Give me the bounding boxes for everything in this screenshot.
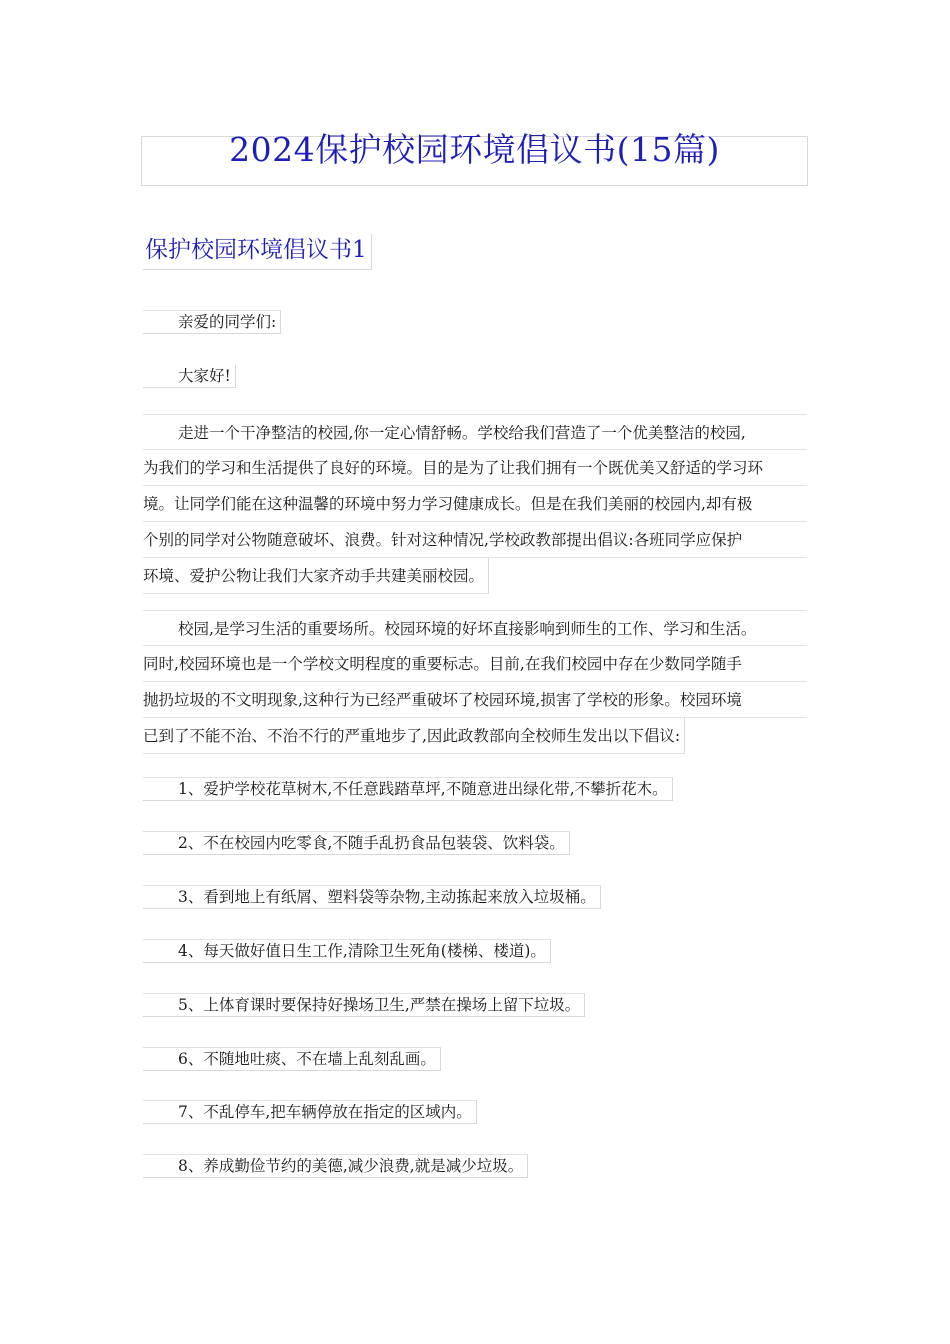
paragraph-1-line: 环境、爱护公物让我们大家齐动手共建美丽校园。 (143, 558, 489, 594)
list-item: 2、不在校园内吃零食,不随手乱扔食品包装袋、饮料袋。 (143, 831, 570, 855)
list-item: 4、每天做好值日生工作,清除卫生死角(楼梯、楼道)。 (143, 939, 551, 963)
paragraph-1-line: 为我们的学习和生活提供了良好的环境。目的是为了让我们拥有一个既优美又舒适的学习环 (143, 450, 807, 486)
paragraph-2-line: 校园,是学习生活的重要场所。校园环境的好坏直接影响到师生的工作、学习和生活。 (143, 610, 807, 646)
document-title: 2024保护校园环境倡议书(15篇) (229, 130, 720, 169)
list-item: 5、上体育课时要保持好操场卫生,严禁在操场上留下垃圾。 (143, 993, 585, 1017)
list-item: 3、看到地上有纸屑、塑料袋等杂物,主动拣起来放入垃圾桶。 (143, 885, 601, 909)
paragraph-1-line: 个别的同学对公物随意破坏、浪费。针对这种情况,学校政教部提出倡议:各班同学应保护 (143, 522, 807, 558)
list-item: 1、爱护学校花草树木,不任意践踏草坪,不随意进出绿化带,不攀折花木。 (143, 777, 673, 801)
list-item: 6、不随地吐痰、不在墙上乱刻乱画。 (143, 1047, 441, 1071)
paragraph-2-line: 已到了不能不治、不治不行的严重地步了,因此政教部向全校师生发出以下倡议: (143, 718, 685, 754)
list-item: 8、养成勤俭节约的美德,减少浪费,就是减少垃圾。 (143, 1154, 528, 1178)
paragraph-1 (143, 414, 807, 594)
paragraph-1-line: 境。让同学们能在这种温馨的环境中努力学习健康成长。但是在我们美丽的校园内,却有极 (143, 486, 807, 522)
list-item: 7、不乱停车,把车辆停放在指定的区域内。 (143, 1100, 477, 1124)
section-title: 保护校园环境倡议书1 (143, 234, 372, 270)
paragraph-2-line: 抛扔垃圾的不文明现象,这种行为已经严重破坏了校园环境,损害了学校的形象。校园环境 (143, 682, 807, 718)
paragraph-2-line: 同时,校园环境也是一个学校文明程度的重要标志。目前,在我们校园中存在少数同学随手 (143, 646, 807, 682)
greeting: 亲爱的同学们: (143, 310, 281, 334)
hello-line: 大家好! (143, 365, 236, 388)
paragraph-1-line: 走进一个干净整洁的校园,你一定心情舒畅。学校给我们营造了一个优美整洁的校园, (143, 414, 807, 450)
paragraph-2 (143, 610, 807, 754)
